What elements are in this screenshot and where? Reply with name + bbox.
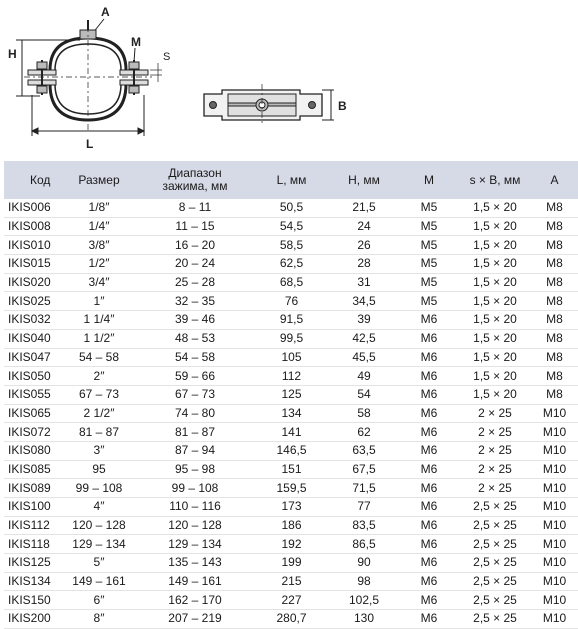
cell-range: 129 – 134 [136,535,254,554]
cell-code: IKIS072 [4,423,62,442]
cell-m: M6 [399,498,459,517]
cell-code: IKIS050 [4,367,62,386]
cell-a: M10 [531,404,578,423]
cell-a: M8 [531,329,578,348]
cell-l: 151 [254,460,329,479]
cell-h: 58 [329,404,399,423]
header-m: M [399,161,459,199]
cell-a: M8 [531,292,578,311]
cell-code: IKIS020 [4,273,62,292]
cell-range: 59 – 66 [136,367,254,386]
cell-l: 173 [254,498,329,517]
cell-code: IKIS025 [4,292,62,311]
cell-m: M6 [399,554,459,573]
table-row [4,292,578,311]
cell-range: 48 – 53 [136,329,254,348]
cell-l: 62,5 [254,255,329,274]
cell-l: 99,5 [254,329,329,348]
cell-a: M10 [531,535,578,554]
cell-h: 83,5 [329,516,399,535]
cell-range: 16 – 20 [136,236,254,255]
table-row [4,348,578,367]
cell-m: M6 [399,572,459,591]
cell-code: IKIS006 [4,199,62,217]
cell-l: 125 [254,385,329,404]
table-row [4,217,578,236]
cell-code: IKIS015 [4,255,62,274]
cell-size: 67 – 73 [62,385,136,404]
cell-range: 81 – 87 [136,423,254,442]
cell-code: IKIS010 [4,236,62,255]
cell-size: 1″ [62,292,136,311]
cell-h: 39 [329,311,399,330]
cell-h: 77 [329,498,399,517]
cell-h: 63,5 [329,441,399,460]
cell-a: M10 [531,460,578,479]
cell-m: M6 [399,535,459,554]
cell-sb: 2,5 × 25 [459,554,531,573]
cell-sb: 1,5 × 20 [459,236,531,255]
cell-range: 162 – 170 [136,591,254,610]
cell-code: IKIS112 [4,516,62,535]
cell-m: M6 [399,610,459,629]
table-row [4,367,578,386]
label-a: A [101,5,110,19]
cell-l: 54,5 [254,217,329,236]
cell-a: M10 [531,498,578,517]
spec-table [4,161,578,629]
clamp-drawing [0,0,578,160]
cell-m: M6 [399,423,459,442]
cell-size: 1/2″ [62,255,136,274]
table-row [4,535,578,554]
cell-size: 1 1/2″ [62,329,136,348]
cell-size: 4″ [62,498,136,517]
table-row [4,591,578,610]
cell-h: 31 [329,273,399,292]
cell-range: 149 – 161 [136,572,254,591]
cell-l: 58,5 [254,236,329,255]
cell-a: M10 [531,572,578,591]
table-row [4,404,578,423]
cell-code: IKIS150 [4,591,62,610]
cell-m: M5 [399,292,459,311]
header-l: L, мм [254,161,329,199]
cell-a: M8 [531,311,578,330]
cell-l: 280,7 [254,610,329,629]
cell-h: 62 [329,423,399,442]
cell-size: 3/8″ [62,236,136,255]
cell-sb: 1,5 × 20 [459,292,531,311]
header-sb: s × B, мм [459,161,531,199]
cell-code: IKIS047 [4,348,62,367]
cell-range: 95 – 98 [136,460,254,479]
cell-a: M8 [531,217,578,236]
cell-range: 67 – 73 [136,385,254,404]
cell-sb: 1,5 × 20 [459,367,531,386]
cell-sb: 2 × 25 [459,404,531,423]
cell-code: IKIS080 [4,441,62,460]
cell-m: M6 [399,479,459,498]
cell-sb: 1,5 × 20 [459,385,531,404]
cell-m: M6 [399,516,459,535]
cell-l: 91,5 [254,311,329,330]
cell-sb: 2,5 × 25 [459,535,531,554]
cell-range: 120 – 128 [136,516,254,535]
cell-h: 28 [329,255,399,274]
cell-code: IKIS055 [4,385,62,404]
cell-size: 54 – 58 [62,348,136,367]
cell-range: 87 – 94 [136,441,254,460]
cell-code: IKIS125 [4,554,62,573]
cell-a: M8 [531,367,578,386]
cell-size: 1 1/4″ [62,311,136,330]
cell-sb: 1,5 × 20 [459,217,531,236]
cell-h: 71,5 [329,479,399,498]
cell-m: M6 [399,460,459,479]
table-row [4,610,578,629]
table-row [4,460,578,479]
table-row [4,516,578,535]
cell-code: IKIS200 [4,610,62,629]
cell-size: 6″ [62,591,136,610]
table-row [4,498,578,517]
cell-h: 42,5 [329,329,399,348]
label-l: L [86,137,94,151]
cell-size: 120 – 128 [62,516,136,535]
cell-range: 110 – 116 [136,498,254,517]
cell-size: 1/8″ [62,199,136,217]
cell-l: 186 [254,516,329,535]
table-row [4,311,578,330]
header-code: Код [4,161,62,199]
cell-code: IKIS040 [4,329,62,348]
cell-a: M8 [531,385,578,404]
cell-range: 20 – 24 [136,255,254,274]
cell-range: 207 – 219 [136,610,254,629]
cell-range: 11 – 15 [136,217,254,236]
cell-m: M5 [399,255,459,274]
cell-sb: 2,5 × 25 [459,591,531,610]
cell-m: M6 [399,385,459,404]
cell-h: 86,5 [329,535,399,554]
cell-sb: 2 × 25 [459,423,531,442]
cell-m: M6 [399,404,459,423]
cell-code: IKIS032 [4,311,62,330]
cell-h: 90 [329,554,399,573]
cell-a: M10 [531,479,578,498]
cell-sb: 1,5 × 20 [459,255,531,274]
cell-code: IKIS085 [4,460,62,479]
cell-l: 227 [254,591,329,610]
cell-a: M10 [531,423,578,442]
cell-range: 39 – 46 [136,311,254,330]
cell-h: 98 [329,572,399,591]
cell-sb: 2,5 × 25 [459,610,531,629]
label-s: S [163,51,171,63]
cell-l: 105 [254,348,329,367]
cell-m: M5 [399,236,459,255]
cell-size: 95 [62,460,136,479]
cell-h: 21,5 [329,199,399,217]
table-row [4,441,578,460]
table-row [4,479,578,498]
header-range: Диапазон зажима, мм [136,161,254,199]
cell-a: M10 [531,441,578,460]
cell-l: 159,5 [254,479,329,498]
table-row [4,236,578,255]
cell-h: 67,5 [329,460,399,479]
cell-a: M8 [531,199,578,217]
cell-sb: 2,5 × 25 [459,516,531,535]
cell-code: IKIS065 [4,404,62,423]
cell-size: 2″ [62,367,136,386]
cell-size: 129 – 134 [62,535,136,554]
cell-h: 54 [329,385,399,404]
cell-code: IKIS100 [4,498,62,517]
table-row [4,199,578,217]
cell-size: 3″ [62,441,136,460]
cell-range: 8 – 11 [136,199,254,217]
cell-a: M8 [531,236,578,255]
cell-range: 135 – 143 [136,554,254,573]
cell-size: 99 – 108 [62,479,136,498]
label-b: B [338,99,347,113]
table-body [4,199,578,628]
cell-size: 2 1/2″ [62,404,136,423]
table-row [4,554,578,573]
label-m: M [131,35,141,49]
cell-l: 199 [254,554,329,573]
cell-size: 81 – 87 [62,423,136,442]
cell-m: M5 [399,217,459,236]
cell-l: 112 [254,367,329,386]
cell-sb: 2,5 × 25 [459,572,531,591]
cell-a: M8 [531,273,578,292]
cell-h: 102,5 [329,591,399,610]
cell-l: 141 [254,423,329,442]
cell-range: 54 – 58 [136,348,254,367]
cell-range: 99 – 108 [136,479,254,498]
cell-a: M10 [531,610,578,629]
cell-sb: 2 × 25 [459,460,531,479]
cell-h: 49 [329,367,399,386]
cell-sb: 1,5 × 20 [459,273,531,292]
cell-sb: 1,5 × 20 [459,348,531,367]
cell-a: M10 [531,516,578,535]
cell-range: 25 – 28 [136,273,254,292]
cell-h: 130 [329,610,399,629]
cell-m: M6 [399,348,459,367]
cell-range: 74 – 80 [136,404,254,423]
cell-size: 3/4″ [62,273,136,292]
cell-m: M6 [399,441,459,460]
cell-l: 76 [254,292,329,311]
cell-code: IKIS089 [4,479,62,498]
label-h: H [8,47,17,61]
cell-m: M5 [399,273,459,292]
cell-h: 34,5 [329,292,399,311]
cell-l: 134 [254,404,329,423]
cell-range: 32 – 35 [136,292,254,311]
cell-a: M8 [531,348,578,367]
cell-a: M10 [531,591,578,610]
cell-size: 1/4″ [62,217,136,236]
header-size: Размер [62,161,136,199]
table-row [4,329,578,348]
table-header-row [4,161,578,199]
table-row [4,385,578,404]
cell-code: IKIS118 [4,535,62,554]
cell-sb: 2 × 25 [459,479,531,498]
cell-sb: 2 × 25 [459,441,531,460]
cell-m: M6 [399,591,459,610]
cell-l: 50,5 [254,199,329,217]
cell-l: 192 [254,535,329,554]
header-a: A [531,161,578,199]
cell-h: 45,5 [329,348,399,367]
table-row [4,255,578,274]
cell-sb: 1,5 × 20 [459,311,531,330]
cell-m: M6 [399,311,459,330]
table-row [4,273,578,292]
cell-code: IKIS134 [4,572,62,591]
cell-sb: 1,5 × 20 [459,329,531,348]
cell-code: IKIS008 [4,217,62,236]
cell-size: 5″ [62,554,136,573]
cell-m: M6 [399,367,459,386]
cell-l: 68,5 [254,273,329,292]
cell-l: 146,5 [254,441,329,460]
cell-h: 24 [329,217,399,236]
cell-sb: 1,5 × 20 [459,199,531,217]
cell-m: M5 [399,199,459,217]
table-row [4,572,578,591]
cell-h: 26 [329,236,399,255]
cell-l: 215 [254,572,329,591]
cell-sb: 2,5 × 25 [459,498,531,517]
cell-a: M10 [531,554,578,573]
cell-a: M8 [531,255,578,274]
cell-m: M6 [399,329,459,348]
cell-size: 149 – 161 [62,572,136,591]
header-h: H, мм [329,161,399,199]
cell-size: 8″ [62,610,136,629]
table-row [4,423,578,442]
